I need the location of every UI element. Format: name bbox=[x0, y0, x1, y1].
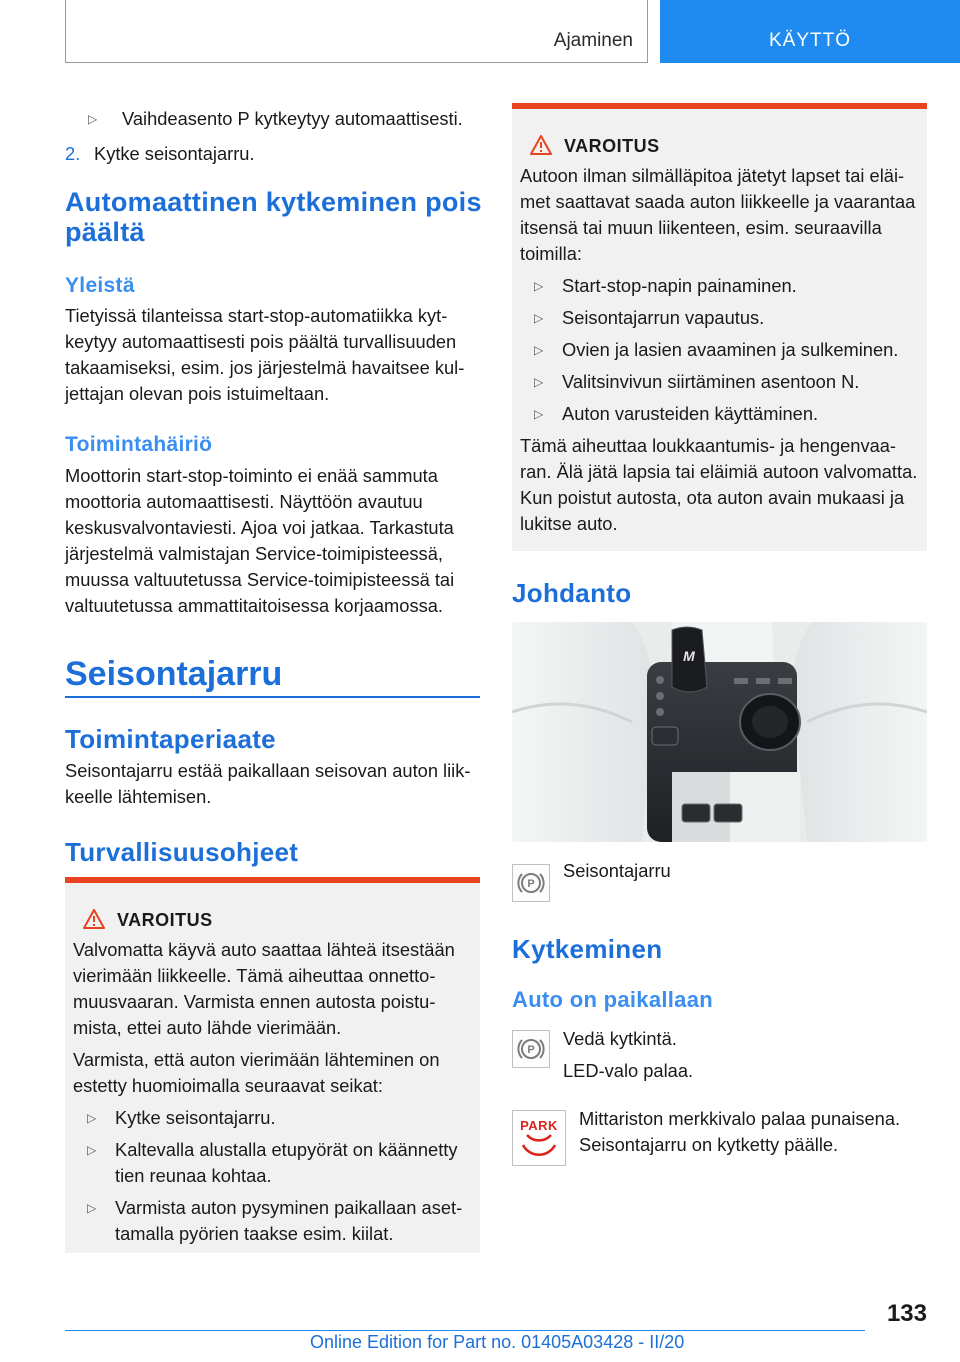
console-photo bbox=[512, 622, 927, 842]
left-column bbox=[65, 106, 485, 167]
triangle-bullet-icon: ▷ bbox=[87, 1111, 97, 1125]
heading-intro: Johdanto bbox=[512, 578, 632, 608]
heading-general: Yleistä bbox=[65, 274, 135, 297]
header-chapter-tab bbox=[660, 0, 960, 63]
bullet-item: ▷ Kytke seisontajarru. bbox=[73, 1105, 473, 1131]
warning-heading: VAROITUS bbox=[520, 133, 925, 159]
bullet-item: ▷ Kaltevalla alustalla etupyörät on käännetty tien reunaa kohtaa. bbox=[87, 1139, 458, 1186]
triangle-bullet-icon: ▷ bbox=[534, 375, 544, 389]
step-number: 2. bbox=[65, 143, 81, 164]
svg-text:P: P bbox=[527, 878, 535, 890]
section-divider bbox=[65, 696, 480, 698]
header-chapter-label: KÄYTTÖ bbox=[768, 30, 851, 51]
warning-paragraph: Tämä aiheuttaa loukkaantumis- ja hengenvaa- ran. Älä jätä lapsia tai eläimiä autoon valvomatta. Kun poistut autosta, ota auton avain mukaasi ja lukitse auto. bbox=[520, 435, 918, 534]
triangle-bullet-icon: ▷ bbox=[534, 279, 544, 293]
warning-triangle-icon bbox=[530, 135, 552, 155]
heading-stationary: Auto on paikallaan bbox=[512, 987, 713, 1012]
triangle-bullet-icon: ▷ bbox=[534, 407, 544, 421]
bullet-item: ▷ Valitsinvivun siirtäminen asentoon N. bbox=[520, 369, 925, 395]
bullet-item: ▷ Auton varusteiden käyttäminen. bbox=[520, 401, 925, 427]
bullet-item: ▷ Ovien ja lasien avaaminen ja sulkeminen. bbox=[520, 337, 925, 363]
m-badge-label: M bbox=[683, 648, 695, 664]
step-item bbox=[65, 141, 485, 167]
bullet-item: ▷ Seisontajarrun vapautus. bbox=[520, 305, 925, 331]
cluster-light-text: Mittariston merkkivalo palaa punaisena. Seisontajarru on kytketty päälle. bbox=[579, 1108, 901, 1155]
bullet-item: ▷ Varmista auton pysyminen paikallaan aset- tamalla pyörien taakse esim. kiilat. bbox=[87, 1197, 463, 1244]
header-section-box bbox=[65, 0, 648, 63]
header-section-label: Ajaminen bbox=[553, 30, 633, 51]
warning-heading: VAROITUS bbox=[73, 907, 473, 933]
heading-principle: Toimintaperiaate bbox=[65, 724, 276, 754]
warning-paragraph: Valvomatta käyvä auto saattaa lähteä itsestään vierimään liikkeelle. Tämä aiheuttaa onnetto- muusvaaran. Varmista ennen autosta poistu- mista, ettei auto lähde vierimään. bbox=[73, 939, 455, 1038]
page-number: 133 bbox=[886, 1300, 927, 1327]
warning-paragraph: Autoon ilman silmälläpitoa jätetyt lapset tai eläi- met saattavat saada auton liikkeelle ja vaarantaa itsensä tai muun liikenteen, esim. seuraavilla toimilla: bbox=[520, 165, 916, 264]
warning-paragraph: Varmista, että auton vierimään lähteminen on estetty huomioimalla seuraavat seikat: bbox=[73, 1049, 440, 1096]
parking-brake-icon bbox=[512, 1030, 550, 1068]
general-paragraph: Tietyissä tilanteissa start-stop-automatiikka kyt- keytyy automaattisesti pois päältä turvallisuuden takaamiseksi, esim. jos järjestelmä havaitsee kul- jettajan olevan pois istuimeltaan. bbox=[65, 305, 465, 404]
triangle-bullet-icon: ▷ bbox=[87, 1143, 97, 1157]
pull-switch-text: Vedä kytkintä. LED-valo palaa. bbox=[563, 1028, 694, 1081]
heading-fault: Toimintahäiriö bbox=[65, 433, 213, 456]
park-icon-label: PARK bbox=[520, 1118, 558, 1133]
triangle-bullet-icon: ▷ bbox=[87, 1201, 97, 1215]
footer-divider bbox=[65, 1330, 865, 1331]
warning-triangle-icon bbox=[83, 909, 105, 929]
step-text: Kytke seisontajarru. bbox=[94, 143, 255, 164]
warning-box-left bbox=[65, 877, 480, 1253]
photo-caption: Seisontajarru bbox=[563, 860, 671, 881]
heading-engage: Kytkeminen bbox=[512, 934, 663, 964]
triangle-bullet-icon: ▷ bbox=[534, 343, 544, 357]
principle-paragraph: Seisontajarru estää paikallaan seisovan auton liik- keelle lähtemisen. bbox=[65, 760, 471, 807]
warning-box-right bbox=[512, 103, 927, 551]
triangle-bullet-icon: ▷ bbox=[534, 311, 544, 325]
parking-brake-icon bbox=[512, 864, 550, 902]
bullet-item: ▷ Vaihdeasento P kytkeytyy automaattisesti. bbox=[65, 106, 485, 132]
heading-auto-off: Automaattinen kytkeminen pois päältä bbox=[65, 187, 482, 247]
triangle-bullet-icon: ▷ bbox=[88, 112, 98, 126]
bullet-item: ▷ Start-stop-napin painaminen. bbox=[520, 273, 925, 299]
heading-parking-brake: Seisontajarru bbox=[65, 655, 283, 693]
fault-paragraph: Moottorin start-stop-toiminto ei enää sammuta moottoria automaattisesti. Näyttöön avautuu keskusvalvontaviesti. Ajoa voi jatkaa. Tarkastuta järjestelmä valmistajan Service-toimipisteessä, muussa valtuutetussa Service-toimipisteessä tai valtuutetussa ammattitaitoisessa korjaamossa. bbox=[65, 465, 455, 616]
footer-edition: Online Edition for Part no. 01405A03428 - II/20 bbox=[310, 1332, 685, 1352]
svg-text:P: P bbox=[527, 1044, 535, 1056]
park-warning-icon bbox=[512, 1110, 566, 1166]
heading-safety: Turvallisuusohjeet bbox=[65, 837, 299, 867]
